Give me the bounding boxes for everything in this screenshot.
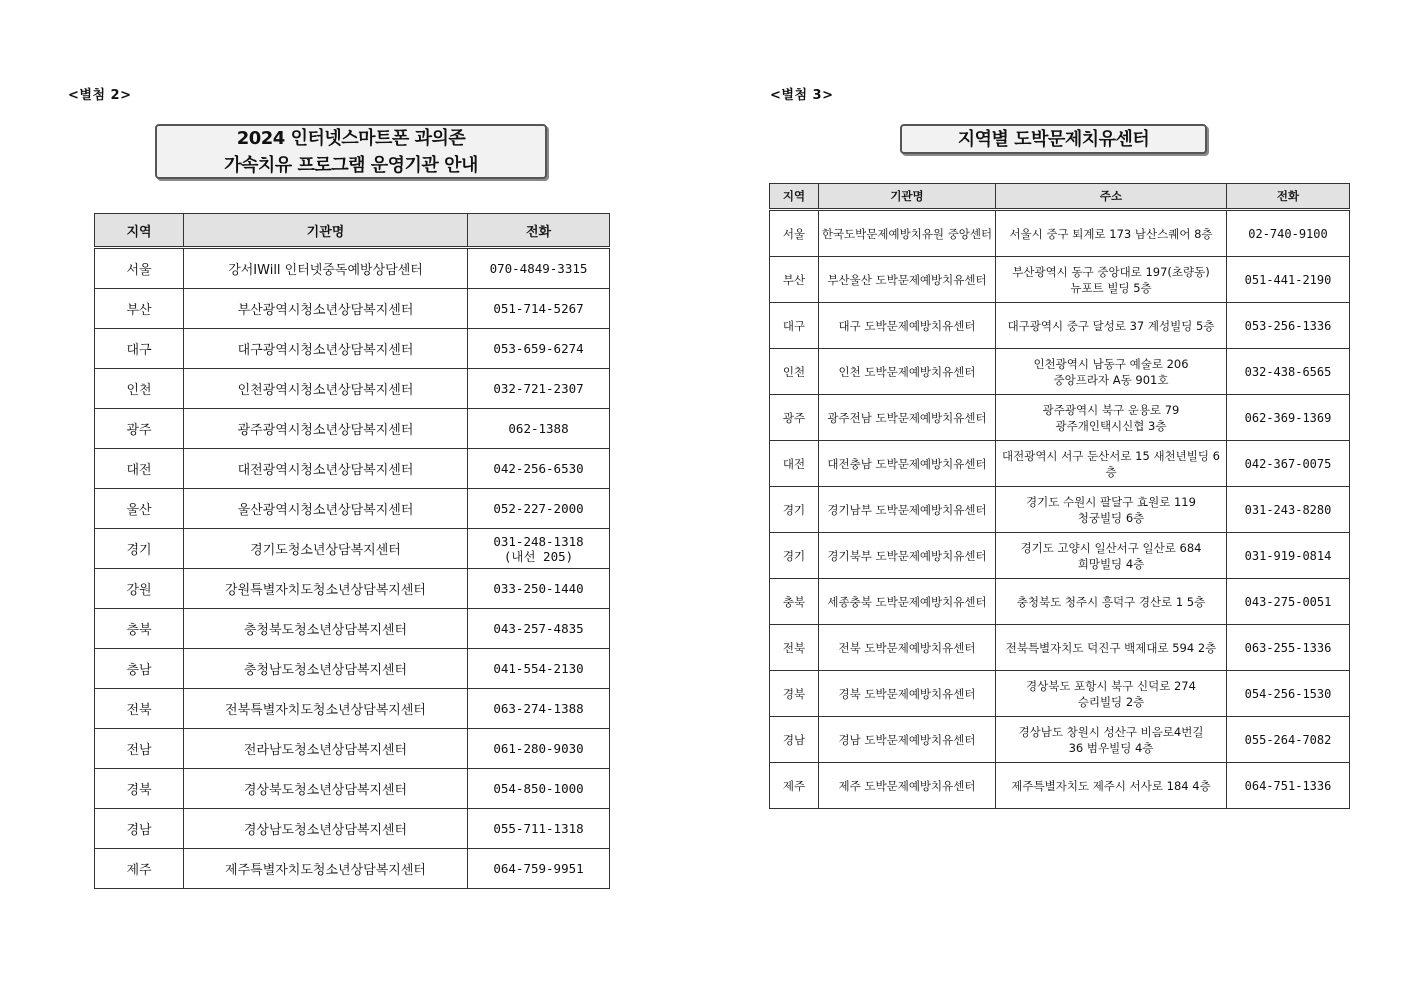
table-header-row	[95, 214, 610, 248]
region-cell: 인천	[95, 369, 184, 409]
region-cell: 인천	[770, 349, 819, 395]
phone-cell: 051-441-2190	[1227, 257, 1350, 303]
address-line: 경상북도 포항시 북구 신덕로 274	[1026, 678, 1196, 693]
phone-cell	[468, 769, 610, 809]
institution-name-cell: 부산울산 도박문제예방치유센터	[819, 257, 996, 303]
address-line: 서울시 중구 퇴계로 173 남산스퀘어 8층	[1009, 226, 1213, 241]
phone-cell: 055-264-7082	[1227, 717, 1350, 763]
address-cell	[996, 717, 1227, 763]
table-row	[770, 349, 1350, 395]
gambling-center-title-box	[900, 124, 1207, 154]
phone-number: 041-554-2130	[493, 661, 584, 676]
address-line: 전북특별자치도 덕진구 백제대로 594 2층	[1005, 640, 1217, 655]
phone-cell: 031-243-8280	[1227, 487, 1350, 533]
table-row	[770, 533, 1350, 579]
institution-name-cell: 경상남도청소년상담복지센터	[184, 809, 468, 849]
institution-name-cell: 대구 도박문제예방치유센터	[819, 303, 996, 349]
region-cell: 광주	[770, 395, 819, 441]
phone-number: 042-256-6530	[493, 461, 584, 476]
region-cell: 대전	[95, 449, 184, 489]
institution-name-cell: 강서IWill 인터넷중독예방상담센터	[184, 248, 468, 289]
phone-cell	[468, 609, 610, 649]
institution-name-cell: 전북특별자치도청소년상담복지센터	[184, 689, 468, 729]
table-row	[770, 210, 1350, 257]
phone-cell: 02-740-9100	[1227, 210, 1350, 257]
region-cell: 충남	[95, 649, 184, 689]
region-cell: 전남	[95, 729, 184, 769]
phone-number: 061-280-9030	[493, 741, 584, 756]
table-row	[95, 569, 610, 609]
table-row	[95, 449, 610, 489]
header-region: 지역	[95, 214, 184, 248]
address-line: 희망빌딩 4층	[1077, 556, 1145, 571]
table-row	[770, 579, 1350, 625]
phone-number: 063-274-1388	[493, 701, 584, 716]
table-row	[95, 849, 610, 889]
phone-number: 054-850-1000	[493, 781, 584, 796]
address-line: 대전광역시 서구 둔산서로 15 새천년빌딩 6층	[1002, 448, 1220, 479]
phone-cell: 042-367-0075	[1227, 441, 1350, 487]
phone-cell: 031-919-0814	[1227, 533, 1350, 579]
address-cell	[996, 210, 1227, 257]
address-line: 대구광역시 중구 달성로 37 계성빌딩 5층	[1007, 318, 1215, 333]
address-line: 충청북도 청주시 흥덕구 경산로 1 5층	[1016, 594, 1206, 609]
phone-cell	[468, 409, 610, 449]
table-row	[95, 729, 610, 769]
phone-cell	[468, 849, 610, 889]
phone-number: 033-250-1440	[493, 581, 584, 596]
table-row	[95, 289, 610, 329]
institution-name-cell: 충청북도청소년상담복지센터	[184, 609, 468, 649]
address-line: 인천광역시 남동구 예술로 206	[1033, 356, 1189, 371]
annex-3-label: <별첨 3>	[770, 88, 834, 103]
region-cell: 서울	[95, 248, 184, 289]
address-line: 승리빌딩 2층	[1077, 694, 1145, 709]
address-line: 경상남도 창원시 성산구 비음로4번길	[1018, 724, 1204, 739]
region-cell: 충북	[95, 609, 184, 649]
table-row	[95, 809, 610, 849]
phone-cell: 032-438-6565	[1227, 349, 1350, 395]
region-cell: 전북	[95, 689, 184, 729]
institution-name-cell: 전라남도청소년상담복지센터	[184, 729, 468, 769]
region-cell: 제주	[770, 763, 819, 809]
table-row	[95, 248, 610, 289]
institution-name-cell: 경상북도청소년상담복지센터	[184, 769, 468, 809]
institution-name-cell: 광주광역시청소년상담복지센터	[184, 409, 468, 449]
table-row	[95, 609, 610, 649]
table-row	[770, 257, 1350, 303]
phone-number: 043-257-4835	[493, 621, 584, 636]
table-row	[95, 369, 610, 409]
institution-name-cell: 경북 도박문제예방치유센터	[819, 671, 996, 717]
region-cell: 대전	[770, 441, 819, 487]
address-cell	[996, 441, 1227, 487]
phone-cell	[468, 529, 610, 569]
program-title-line2: 가속치유 프로그램 운영기관 안내	[224, 154, 478, 176]
region-cell: 충북	[770, 579, 819, 625]
phone-number: 062-1388	[508, 421, 569, 436]
institution-name-cell: 대구광역시청소년상담복지센터	[184, 329, 468, 369]
phone-cell	[468, 248, 610, 289]
header-name: 기관명	[819, 184, 996, 210]
header-phone: 전화	[1227, 184, 1350, 210]
program-title-line1: 2024 인터넷스마트폰 과의존	[236, 127, 466, 149]
table-row	[770, 441, 1350, 487]
phone-cell: 062-369-1369	[1227, 395, 1350, 441]
phone-cell	[468, 809, 610, 849]
institution-name-cell: 광주전남 도박문제예방치유센터	[819, 395, 996, 441]
table-row	[95, 529, 610, 569]
phone-number: 032-721-2307	[493, 381, 584, 396]
phone-number: 070-4849-3315	[489, 261, 588, 276]
address-line: 중앙프라자 A동 901호	[1053, 372, 1169, 387]
institution-name-cell: 부산광역시청소년상담복지센터	[184, 289, 468, 329]
phone-cell: 054-256-1530	[1227, 671, 1350, 717]
address-cell	[996, 303, 1227, 349]
table-header-row	[770, 184, 1350, 210]
phone-cell	[468, 489, 610, 529]
address-line: 경기도 고양시 일산서구 일산로 684	[1020, 540, 1202, 555]
address-line: 경기도 수원시 팔달구 효원로 119	[1026, 494, 1196, 509]
table-row	[770, 625, 1350, 671]
institution-name-cell: 대전광역시청소년상담복지센터	[184, 449, 468, 489]
table-row	[770, 395, 1350, 441]
region-cell: 경기	[770, 533, 819, 579]
institution-name-cell: 대전충남 도박문제예방치유센터	[819, 441, 996, 487]
phone-cell	[468, 649, 610, 689]
region-cell: 부산	[770, 257, 819, 303]
address-cell	[996, 579, 1227, 625]
annex-2-label: <별첨 2>	[68, 88, 132, 103]
phone-cell: 043-275-0051	[1227, 579, 1350, 625]
region-cell: 경기	[770, 487, 819, 533]
institution-name-cell: 세종충북 도박문제예방치유센터	[819, 579, 996, 625]
phone-extension: (내선 205)	[503, 548, 574, 564]
address-cell	[996, 671, 1227, 717]
address-cell	[996, 395, 1227, 441]
phone-cell: 063-255-1336	[1227, 625, 1350, 671]
gambling-center-title: 지역별 도박문제치유센터	[957, 128, 1150, 150]
phone-cell: 053-256-1336	[1227, 303, 1350, 349]
region-cell: 강원	[95, 569, 184, 609]
phone-cell	[468, 329, 610, 369]
address-line: 부산광역시 동구 중앙대로 197(초량동)	[1012, 264, 1210, 279]
header-region: 지역	[770, 184, 819, 210]
address-cell	[996, 257, 1227, 303]
program-title-box	[155, 124, 547, 179]
institution-name-cell: 제주 도박문제예방치유센터	[819, 763, 996, 809]
phone-cell	[468, 369, 610, 409]
table-row	[770, 763, 1350, 809]
address-line: 36 범우빌딩 4층	[1068, 740, 1154, 755]
address-cell	[996, 349, 1227, 395]
institution-name-cell: 인천 도박문제예방치유센터	[819, 349, 996, 395]
institution-name-cell: 강원특별자치도청소년상담복지센터	[184, 569, 468, 609]
address-cell	[996, 763, 1227, 809]
phone-number: 064-759-9951	[493, 861, 584, 876]
region-cell: 경북	[95, 769, 184, 809]
institution-name-cell: 전북 도박문제예방치유센터	[819, 625, 996, 671]
phone-number: 051-714-5267	[493, 301, 584, 316]
address-line: 청궁빌딩 6층	[1077, 510, 1145, 525]
institution-name-cell: 충청남도청소년상담복지센터	[184, 649, 468, 689]
region-cell: 경남	[95, 809, 184, 849]
phone-number: 052-227-2000	[493, 501, 584, 516]
institution-name-cell: 경기남부 도박문제예방치유센터	[819, 487, 996, 533]
table-row	[95, 329, 610, 369]
phone-cell: 064-751-1336	[1227, 763, 1350, 809]
phone-cell	[468, 449, 610, 489]
region-cell: 대구	[95, 329, 184, 369]
phone-number: 055-711-1318	[493, 821, 584, 836]
header-address: 주소	[996, 184, 1227, 210]
institution-name-cell: 한국도박문제예방치유원 중앙센터	[819, 210, 996, 257]
region-cell: 부산	[95, 289, 184, 329]
institution-name-cell: 경남 도박문제예방치유센터	[819, 717, 996, 763]
phone-cell	[468, 689, 610, 729]
header-name: 기관명	[184, 214, 468, 248]
region-cell: 대구	[770, 303, 819, 349]
region-cell: 경북	[770, 671, 819, 717]
region-cell: 경남	[770, 717, 819, 763]
table-row	[95, 769, 610, 809]
institution-name-cell: 경기북부 도박문제예방치유센터	[819, 533, 996, 579]
phone-number: 053-659-6274	[493, 341, 584, 356]
phone-cell	[468, 729, 610, 769]
region-cell: 전북	[770, 625, 819, 671]
table-row	[770, 717, 1350, 763]
region-cell: 광주	[95, 409, 184, 449]
table-row	[95, 649, 610, 689]
address-cell	[996, 487, 1227, 533]
phone-number: 031-248-1318	[493, 533, 584, 549]
institution-name-cell: 경기도청소년상담복지센터	[184, 529, 468, 569]
institution-name-cell: 울산광역시청소년상담복지센터	[184, 489, 468, 529]
table-row	[770, 303, 1350, 349]
header-phone: 전화	[468, 214, 610, 248]
institution-name-cell: 인천광역시청소년상담복지센터	[184, 369, 468, 409]
program-institution-table	[94, 213, 610, 889]
region-cell: 서울	[770, 210, 819, 257]
table-row	[770, 487, 1350, 533]
address-line: 뉴포트 빌딩 5층	[1070, 280, 1152, 295]
institution-name-cell: 제주특별자치도청소년상담복지센터	[184, 849, 468, 889]
table-row	[770, 671, 1350, 717]
region-cell: 제주	[95, 849, 184, 889]
address-line: 광주광역시 북구 운용로 79	[1042, 402, 1180, 417]
table-row	[95, 689, 610, 729]
gambling-center-table	[769, 183, 1350, 809]
region-cell: 경기	[95, 529, 184, 569]
table-row	[95, 489, 610, 529]
phone-cell	[468, 569, 610, 609]
phone-cell	[468, 289, 610, 329]
address-line: 광주개인택시신협 3층	[1055, 418, 1167, 433]
region-cell: 울산	[95, 489, 184, 529]
table-row	[95, 409, 610, 449]
address-cell	[996, 533, 1227, 579]
address-line: 제주특별자치도 제주시 서사로 184 4층	[1011, 778, 1211, 793]
address-cell	[996, 625, 1227, 671]
